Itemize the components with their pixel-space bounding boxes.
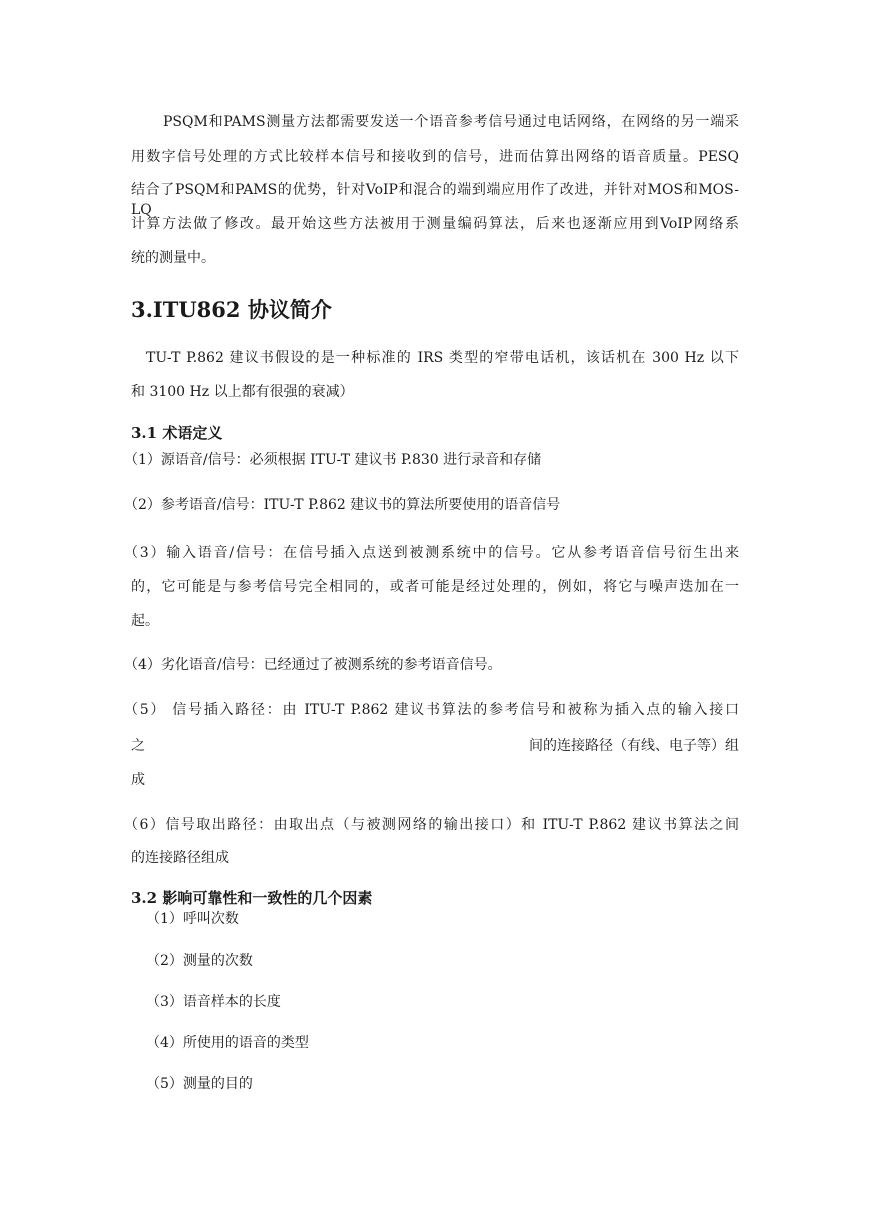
factor-item-3: （3）语音样本的长度 (146, 994, 281, 1010)
term-item-2: （2）参考语音/信号：ITU-T P.862 建议书的算法所要使用的语音信号 (124, 497, 561, 513)
section-3-1-heading: 3.1 术语定义 (131, 424, 223, 442)
term-item-3-line-3: 起。 (131, 613, 159, 629)
term-item-5-line-2-left: 之 (131, 738, 145, 754)
intro-line-1: PSQM和PAMS测量方法都需要发送一个语音参考信号通过电话网络，在网络的另一端采 (163, 114, 739, 130)
term-item-5-line-3: 成 (131, 772, 145, 788)
section-3-heading: 3.ITU862 协议简介 (131, 297, 332, 322)
term-item-5-line-1: （5） 信号插入路径：由 ITU-T P.862 建议书算法的参考信号和被称为插入点的输入接口 (124, 702, 739, 718)
intro-line-4: 计算方法做了修改。最开始这些方法被用于测量编码算法，后来也逐渐应用到VoIP网络系 (131, 216, 739, 232)
term-item-6-line-1: （6）信号取出路径：由取出点（与被测网络的输出接口）和 ITU-T P.862 建议书算法之间 (124, 817, 739, 833)
factor-item-5: （5）测量的目的 (146, 1076, 253, 1092)
term-item-5-line-2-right: 间的连接路径（有线、电子等）组 (529, 738, 739, 754)
intro-line-5: 统的测量中。 (131, 250, 215, 266)
factor-item-4: （4）所使用的语音的类型 (146, 1035, 309, 1051)
section-3-para-line-2: 和 3100 Hz 以上都有很强的衰减） (131, 384, 354, 400)
intro-line-2: 用数字信号处理的方式比较样本信号和接收到的信号，进而估算出网络的语音质量。PESQ (131, 149, 739, 165)
factor-item-1: （1）呼叫次数 (146, 911, 239, 927)
intro-line-3: 结合了PSQM和PAMS的优势，针对VoIP和混合的端到端应用作了改进，并针对MOS和MOS-LQ (131, 182, 739, 218)
section-3-para-line-1: TU-T P.862 建议书假设的是一种标准的 IRS 类型的窄带电话机，该话机在 300 Hz 以下 (146, 350, 739, 366)
term-item-4: （4）劣化语音/信号：已经通过了被测系统的参考语音信号。 (124, 657, 502, 673)
factor-item-2: （2）测量的次数 (146, 953, 253, 969)
term-item-1: （1）源语音/信号：必须根据 ITU-T 建议书 P.830 进行录音和存储 (124, 452, 542, 468)
section-3-2-heading: 3.2 影响可靠性和一致性的几个因素 (131, 889, 373, 907)
term-item-6-line-2: 的连接路径组成 (131, 850, 229, 866)
term-item-3-line-1: （3）输入语音/信号：在信号插入点送到被测系统中的信号。它从参考语音信号衍生出来 (124, 545, 739, 561)
term-item-3-line-2: 的，它可能是与参考信号完全相同的，或者可能是经过处理的，例如，将它与噪声迭加在一 (131, 579, 739, 595)
